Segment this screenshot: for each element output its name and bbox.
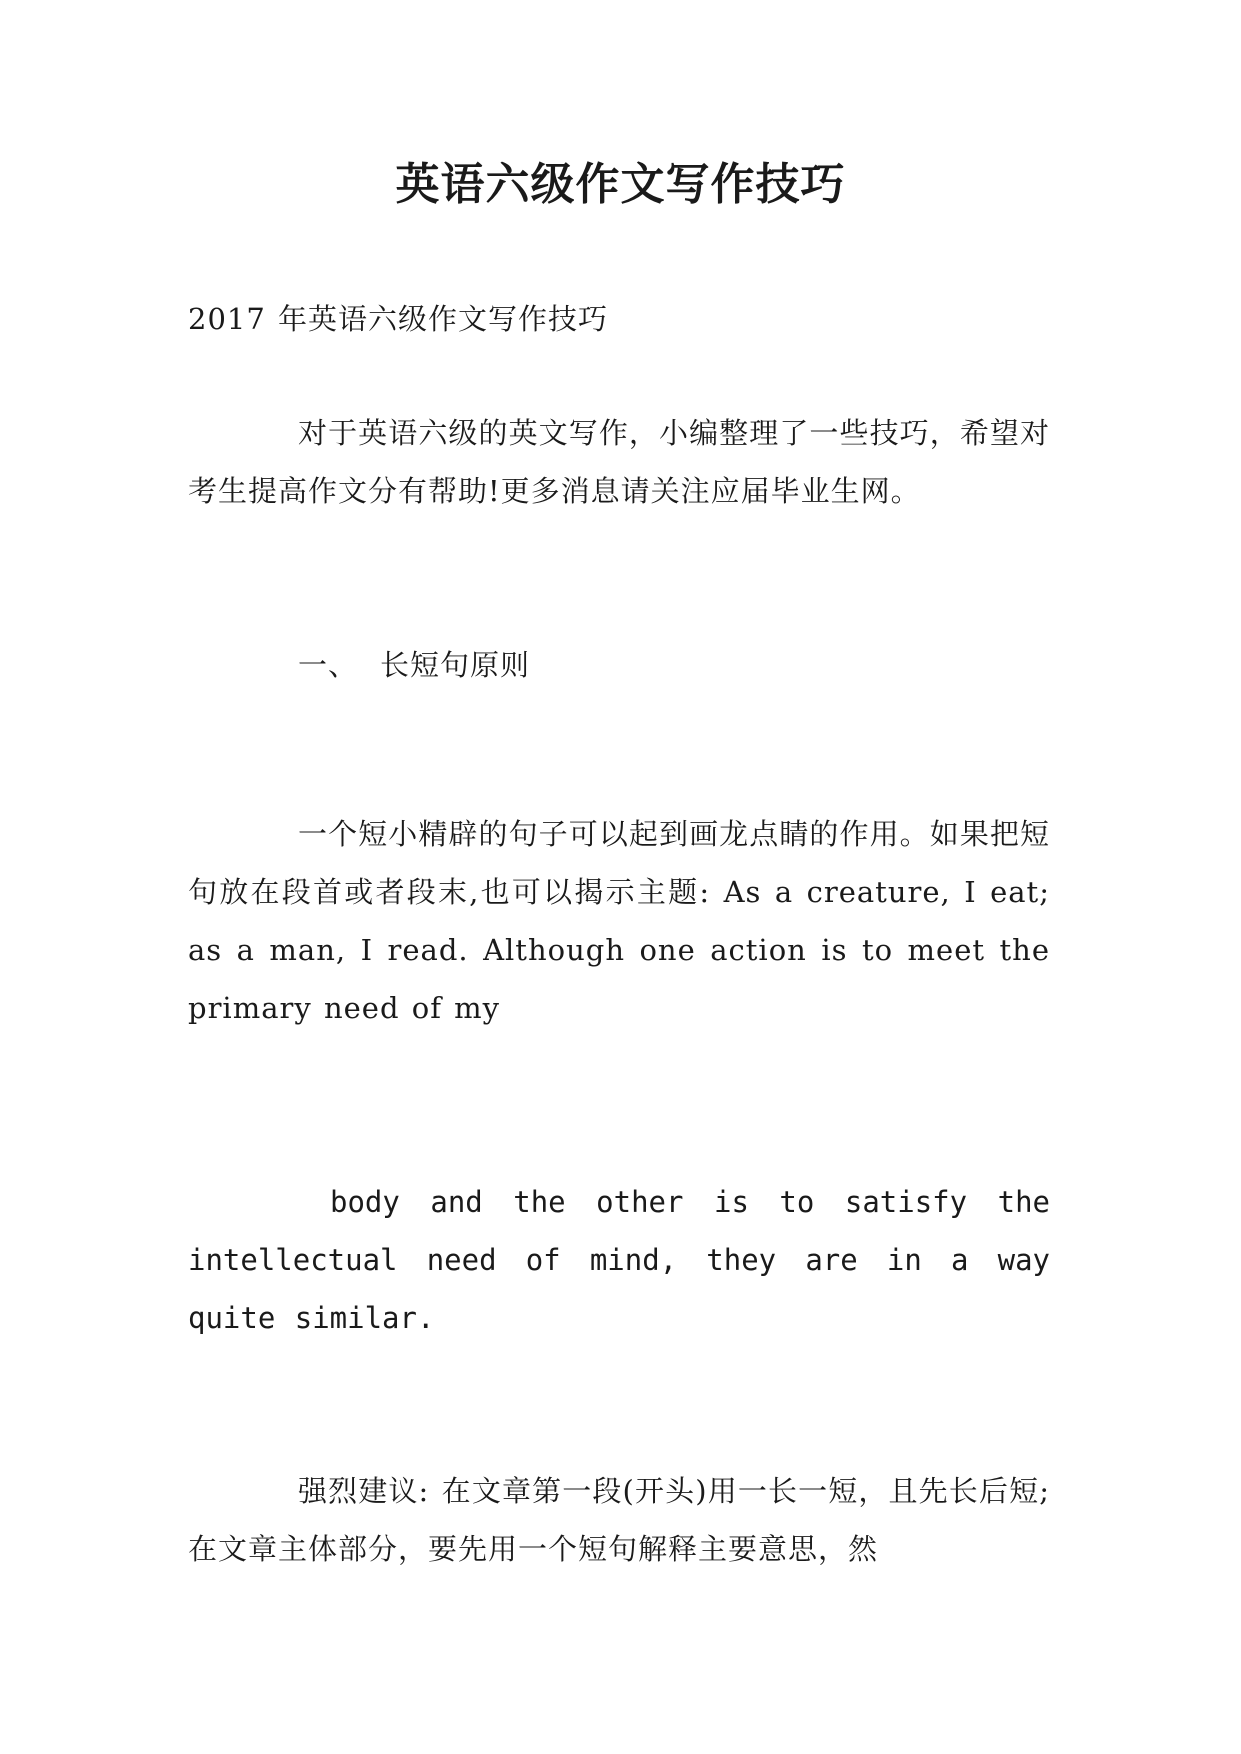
example-paragraph-2-line1: body and the other is to satisfy the (330, 1185, 1050, 1219)
advice-paragraph: 强烈建议: 在文章第一段(开头)用一长一短，且先长后短;在文章主体部分，要先用一个短句解释主要意思，然 (188, 1474, 1050, 1566)
example-paragraph-1: 一个短小精辟的句子可以起到画龙点睛的作用。如果把短句放在段首或者段末,也可以揭示主题: As a creature, I eat; as a man, I read. Although one action is to meet the primary need of my (188, 817, 1050, 1025)
section-number: 一、 (298, 648, 359, 682)
example-paragraph-2 (188, 1173, 1050, 1347)
document-title: 英语六级作文写作技巧 (395, 159, 846, 210)
example-paragraph-2-rest: intellectual need of mind, they are in a way quite similar. (188, 1243, 1050, 1335)
section-heading-text: 长短句原则 (380, 648, 531, 682)
section-heading (298, 636, 1160, 694)
intro-paragraph: 对于英语六级的英文写作，小编整理了一些技巧，希望对考生提高作文分有帮助!更多消息请关注应届毕业生网。 (188, 416, 1050, 508)
document-subtitle: 2017 年英语六级作文写作技巧 (188, 302, 609, 336)
